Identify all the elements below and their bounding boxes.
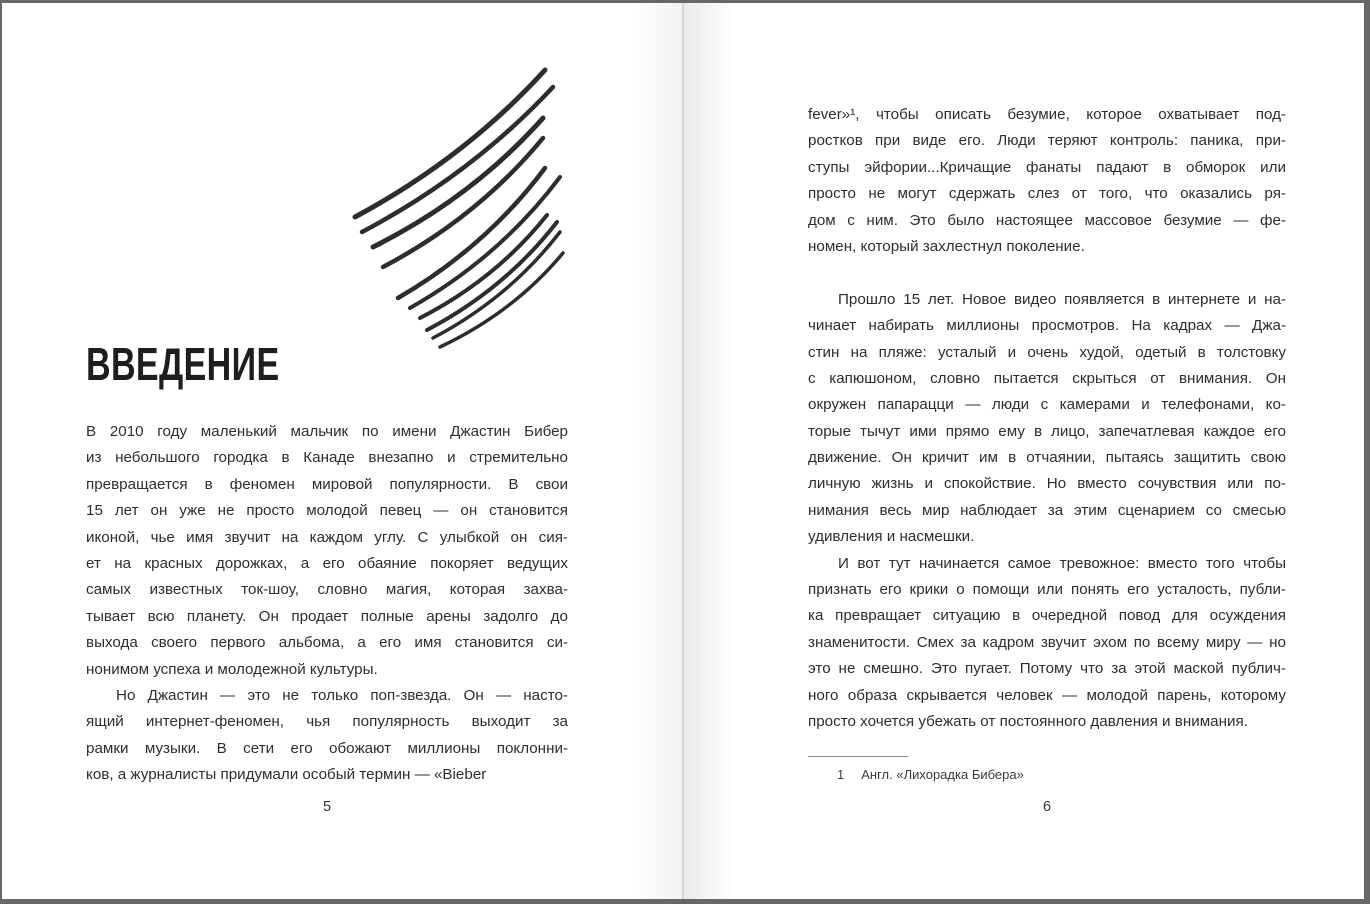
text-line: иконой, чье имя звучит на каждом углу. С улыбкой он сия- xyxy=(86,528,568,546)
text-line: Прошло 15 лет. Новое видео появляется в интернете и на- xyxy=(838,290,1286,308)
text-line: ков, а журналисты придумали особый термин — «Bieber xyxy=(86,766,487,784)
text-line: с капюшоном, словно пытается скрыться от внимания. Он xyxy=(808,369,1286,387)
text-line: из небольшого городка в Канаде внезапно и стремительно xyxy=(86,449,568,467)
text-line: просто не могут сдержать слез от того, что оказались ря- xyxy=(808,185,1286,203)
text-line: движение. Он кричит им в отчаянии, пытаясь защитить свою xyxy=(808,449,1286,467)
text-line: рамки музыки. В сети его обожают миллионы поклонни- xyxy=(86,739,568,757)
text-line: признать его крики о помощи или понять его усталость, публи- xyxy=(808,581,1286,599)
pen-stroke xyxy=(440,253,563,347)
footnote-body: Англ. «Лихорадка Бибера» xyxy=(861,767,1024,782)
gutter-shadow-right xyxy=(684,3,734,899)
page-number-left: 5 xyxy=(322,799,332,815)
footnote-marker: 1 xyxy=(837,767,845,782)
text-line: ка превращает ситуацию в очередной повод для осуждения xyxy=(808,607,1286,625)
text-line: дом с ним. Это было настоящее массовое безумие — фе- xyxy=(808,211,1286,229)
text-line: окружен папарацци — люди с камерами и телефонами, ко- xyxy=(808,396,1286,414)
chapter-title: ВВЕДЕНИЕ xyxy=(86,337,280,390)
text-line: знаменитости. Смех за кадром звучит эхом по всему миру — но xyxy=(808,633,1286,651)
text-line: чинает набирать миллионы просмотров. На кадрах — Джа- xyxy=(808,317,1286,335)
footnote xyxy=(808,756,1286,784)
text-line: стин на пляже: усталый и очень худой, одетый в толстовку xyxy=(808,343,1286,361)
text-line: превращается в феномен мировой популярности. В свои xyxy=(86,475,568,493)
right-page-body xyxy=(808,102,1286,735)
text-line: 15 лет он уже не просто молодой певец — он становится xyxy=(86,502,568,520)
text-line: тывает всю планету. Он продает полные арены задолго до xyxy=(86,607,568,625)
text-line: В 2010 году маленький мальчик по имени Джастин Бибер xyxy=(86,423,568,440)
text-line: ного образа скрывается человек — молодой парень, которому xyxy=(808,686,1286,704)
text-line: нимания весь мир наблюдает за этим сценарием со смесью xyxy=(808,501,1286,519)
text-line: ростков при виде его. Люди теряют контроль: паника, при- xyxy=(808,132,1286,150)
page-number-right: 6 xyxy=(1042,799,1052,815)
text-line: нонимом успеха и молодежной культуры. xyxy=(86,660,378,678)
text-line: это не смешно. Это пугает. Потому что за этой маской публич- xyxy=(808,660,1286,678)
text-line: удивления и насмешки. xyxy=(808,528,975,546)
text-line: ступы эйфории...Кричащие фанаты падают в обморок или xyxy=(808,158,1286,176)
text-line: Но Джастин — это не только поп-звезда. Он — насто- xyxy=(116,686,568,704)
text-line: выхода своего первого альбома, а его имя становится си- xyxy=(86,634,568,652)
text-line: личную жизнь и спокойствие. Но вместо сочувствия или по- xyxy=(808,475,1286,493)
text-line: просто хочется убежать от постоянного давления и внимания. xyxy=(808,712,1248,730)
text-line: ящий интернет-феномен, чья популярность выходит за xyxy=(86,713,568,731)
left-page-body xyxy=(86,419,568,788)
gutter-shadow-left xyxy=(630,3,682,899)
text-line: торые тычут ими прямо ему в лицо, запечатлевая каждое его xyxy=(808,422,1286,440)
text-line: самых известных ток-шоу, словно магия, которая захва- xyxy=(86,581,568,599)
text-line: номен, который захлестнул поколение. xyxy=(808,237,1085,255)
text-line: И вот тут начинается самое тревожное: вместо того чтобы xyxy=(838,554,1286,572)
text-line: fever»¹, чтобы описать безумие, которое охватывает под- xyxy=(808,106,1286,123)
pen-strokes-illustration xyxy=(330,50,590,360)
pen-stroke xyxy=(427,222,557,330)
text-line: ет на красных дорожках, а его обаяние покоряет ведущих xyxy=(86,554,568,572)
footnote-rule xyxy=(808,756,908,757)
paragraph-gap xyxy=(808,260,1286,286)
footnote-text xyxy=(808,766,1286,784)
